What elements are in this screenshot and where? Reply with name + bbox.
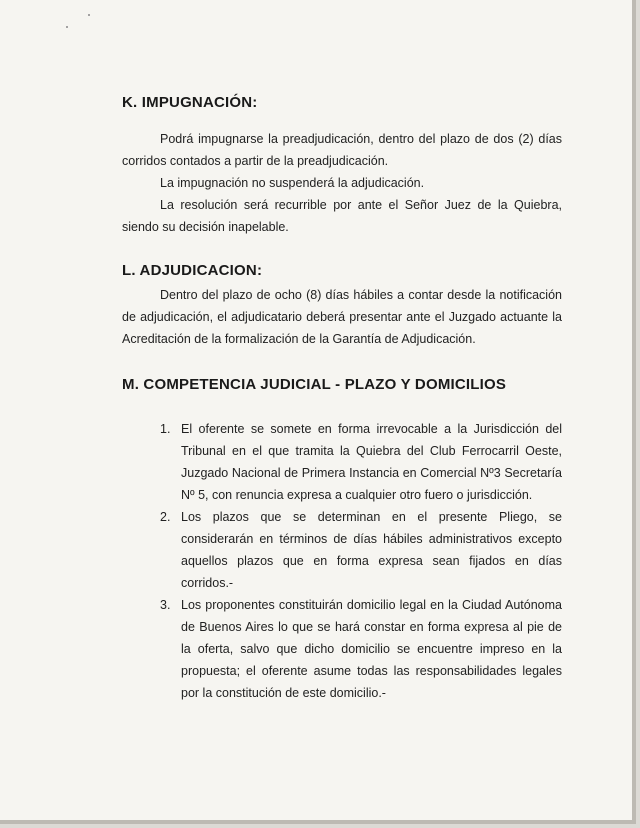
section-title-adjudicacion: L. ADJUDICACION: [122,262,263,279]
list-item [160,594,562,704]
section-title-impugnacion: K. IMPUGNACIÓN: [122,94,258,111]
list-item [160,506,562,594]
list-item-text: Los plazos que se determinan en el presente Pliego, se considerarán en términos de días hábiles administrativos excepto aquellos plazos que en forma expresa sean fijados en días corridos.- [181,510,562,590]
scan-speck [66,26,68,28]
section-title-competencia-judicial: M. COMPETENCIA JUDICIAL - PLAZO Y DOMICILIOS [122,376,507,393]
numbered-list [160,418,562,704]
paragraph: La impugnación no suspenderá la adjudicación. [160,176,425,190]
list-item-number: 3. [160,598,171,612]
list-item-text: Los proponentes constituirán domicilio legal en la Ciudad Autónoma de Buenos Aires lo que se hará constar en forma expresa al pie de la oferta, salvo que dicho domicilio se encuentre impreso en la propuesta; el oferente asume todas las responsabilidades legales por la constitución de este domicilio.- [181,598,562,700]
list-item [160,418,562,506]
paragraph: Podrá impugnarse la preadjudicación, dentro del plazo de dos (2) días corridos contados a partir de la preadjudicación. [122,132,562,168]
paragraph: La resolución será recurrible por ante el Señor Juez de la Quiebra, siendo su decisión inapelable. [122,198,562,234]
list-item-number: 2. [160,510,171,524]
scan-speck [88,14,90,16]
list-item-text: El oferente se somete en forma irrevocable a la Jurisdicción del Tribunal en el que tramita la Quiebra del Club Ferrocarril Oeste, Juzgado Nacional de Primera Instancia en Comercial Nº3 Secretaría Nº 5, con renuncia expresa a cualquier otro fuero o jurisdicción. [181,422,562,502]
paragraph: Dentro del plazo de ocho (8) días hábiles a contar desde la notificación de adjudicación, el adjudicatario deberá presentar ante el Juzgado actuante la Acreditación de la formalización de la Garantía de Adjudicación. [122,288,562,346]
list-item-number: 1. [160,422,171,436]
